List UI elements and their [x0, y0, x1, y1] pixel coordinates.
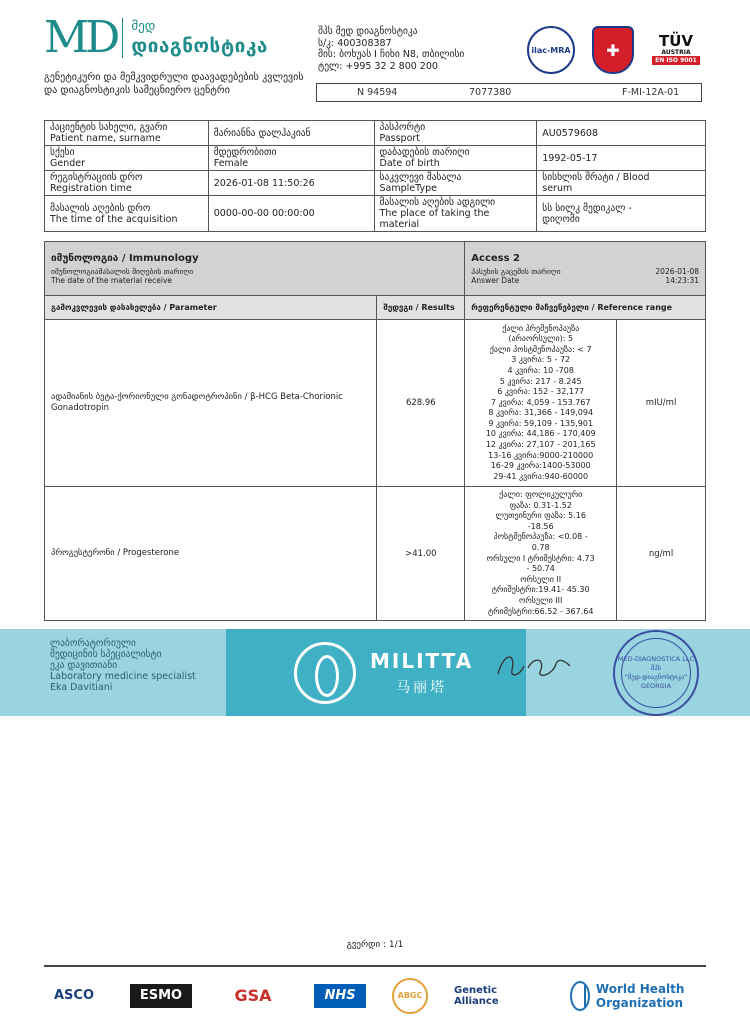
value-cell: მარიანნა დალჰაკიან [208, 121, 374, 146]
result-value: 628.96 [377, 320, 465, 487]
param-name: პროგესტერონი / Progesterone [45, 487, 377, 621]
label-cell: დაბადების თარიღი Date of birth [374, 146, 537, 171]
value-cell: მდედრობითი Female [208, 146, 374, 171]
analyzer-name: Access 2 [471, 252, 521, 264]
value-cell: AU0579608 [537, 121, 706, 146]
specialist-line: Eka Davitiani [50, 682, 113, 693]
militta-logo-icon [294, 642, 356, 704]
patient-row [45, 146, 706, 171]
section-subtitle: იმუნოლოგიამასალის მიღების თარიღი [51, 266, 194, 276]
partner-logos [44, 973, 706, 1018]
value-cell: 1992-05-17 [537, 146, 706, 171]
order-number: N 94594 [357, 87, 398, 98]
result-row [45, 487, 706, 621]
col-results-header: შედეგი / Results [377, 296, 465, 320]
unit: ng/ml [617, 487, 706, 621]
section-header [45, 242, 465, 296]
specialist-line: Laboratory medicine specialist [50, 671, 196, 682]
footer-divider [44, 965, 706, 967]
company-logo [44, 12, 268, 63]
specialist-line: ლაბორატორიული [50, 638, 136, 649]
tuv-iso: EN ISO 9001 [652, 56, 700, 65]
page-number: გვერდი : 1/1 [346, 940, 404, 950]
patient-row [45, 121, 706, 146]
who-globe-icon [570, 981, 590, 1011]
specialist-line: მედიცინის სპეციალისტი [50, 649, 162, 660]
stamp-line: MED-DIAGNOSTICA LLC [617, 655, 695, 663]
accreditation-shield-icon: ✚ [592, 26, 634, 74]
column-header-row [45, 296, 706, 320]
who-label: World Health Organization [595, 981, 685, 1010]
stamp-line: "მედ-დიაგნოსტიკა" [624, 673, 688, 681]
answer-date-label-en: Answer Date [471, 275, 520, 285]
gsa-logo: GSA [234, 986, 272, 1005]
logo-line1: მედ [131, 18, 156, 34]
answer-time: 14:23:31 [665, 275, 699, 285]
label-cell: პაციენტის სახელი, გვარი Patient name, surname [45, 121, 209, 146]
label-cell: პასპორტი Passport [374, 121, 537, 146]
result-value: >41.00 [377, 487, 465, 621]
unit: mIU/ml [617, 320, 706, 487]
reference-range: ქალი პრემენოპაუზა (არაორსული): 5 ქალი პოსტმენოპაუზა: < 7 3 კვირა: 5 - 72 4 კვირა: 10 -708 5 კვირა: 217 - 8.245 6 კვირა: 152 - 32,177 7 კვირა: 4,059 - 153.767 8 კვირა: 31,366 - 149,094 9 კვირა: 59,109 - 135,901 10 კვირა: 44,186 - 170,409 12 კვირა: 27,107 - 201,165 13-16 კვირა:9000-210000 16-29 კვირა:1400-53000 29-41 კვირა:940-60000 [465, 320, 617, 487]
company-stamp [613, 630, 699, 716]
label-cell: საკვლევი მასალა SampleType [374, 171, 537, 196]
document-id-box [316, 83, 702, 102]
signature-icon [494, 646, 574, 686]
company-contacts [318, 26, 464, 72]
value-cell: 0000-00-00 00:00:00 [208, 196, 374, 232]
specialist-block [50, 638, 196, 693]
value-cell: სს სილკ მედიკალ - დიღომი [537, 196, 706, 232]
section-header-row [45, 242, 706, 296]
stamp-line: GEORGIA [640, 682, 672, 690]
answer-date-label: პასუხის გაცემის თარიღი [471, 266, 561, 276]
patient-row [45, 196, 706, 232]
reference-range: ქალი: ფოლიკულური ფაზა: 0.31-1.52 ლუთეინური ფაზა: 5.16 -18.56 პოსტმენოპაუზა: <0.08 - 0.78 ორსული I ტრიმესტრი: 4.73 - 50.74 ორსული II ტრიმესტრი:19.41- 45.30 ორსული III ტრიმესტრი:66.52 - 367.64 [465, 487, 617, 621]
asco-logo: ASCO [53, 988, 94, 1003]
esmo-logo: ESMO [130, 984, 192, 1008]
section-title: იმუნოლოგია / Immunology [51, 252, 199, 264]
abgc-logo: ABGC [392, 978, 428, 1014]
label-cell: მასალის აღების ადგილი The place of taking the material [374, 196, 537, 232]
label-cell: მასალის აღების დრო The time of the acquisition [45, 196, 209, 232]
nhs-logo: NHS [314, 984, 366, 1008]
stamp-line: შპს [650, 664, 662, 672]
value-cell: სისხლის შრატი / Blood serum [537, 171, 706, 196]
company-tagline: გენეტიკური და მემკვიდრული დაავადებების კვლევის და დიაგნოსტიკის სამეცნიერო ცენტრი [44, 72, 304, 96]
answer-date: 2026-01-08 [655, 266, 699, 276]
label-cell: სქესი Gender [45, 146, 209, 171]
who-logo [570, 981, 706, 1011]
tuv-austria-logo [650, 34, 702, 65]
tuv-country: AUSTRIA [661, 49, 691, 56]
label-cell: რეგისტრაციის დრო Registration time [45, 171, 209, 196]
specialist-line: ეკა დავითიანი [50, 660, 118, 671]
contact-line: ს/კ: 400308387 [318, 37, 392, 49]
genetic-alliance-logo: Genetic Alliance [454, 984, 499, 1007]
militta-watermark [226, 629, 526, 716]
section-subtitle-en: The date of the material receive [51, 275, 173, 285]
watermark-text: MILITTA [370, 648, 474, 673]
logo-divider [122, 18, 123, 58]
value-cell: 2026-01-08 11:50:26 [208, 171, 374, 196]
logo-text [131, 19, 268, 57]
patient-info-table [44, 120, 706, 232]
sample-number: 7077380 [469, 87, 512, 98]
watermark-text-cn: 马丽塔 [396, 679, 448, 696]
contact-line: შპს მედ დიაგნოსტიკა [318, 26, 418, 37]
logo-mark: MD [44, 12, 117, 63]
analyzer-header [465, 242, 706, 296]
patient-row [45, 171, 706, 196]
ilac-mra-logo: ilac-MRA [527, 26, 575, 74]
col-param-header: გამოკვლევის დასახელება / Parameter [45, 296, 377, 320]
col-ref-header: რეფერენტული მაჩვენებელი / Reference range [465, 296, 706, 320]
contact-line: მის: ბოხუას I ჩიხი N8, თბილისი [318, 49, 465, 60]
logo-line2: დიაგნოსტიკა [131, 34, 268, 57]
tuv-label: TÜV [658, 32, 694, 50]
contact-line: ტელ: +995 32 2 800 200 [318, 60, 438, 72]
param-name: ადამიანის ბეტა-ქორიონული გონადოტროპინი / β-HCG Beta-Chorionic Gonadotropin [45, 320, 377, 487]
results-table [44, 241, 706, 621]
form-code: F-MI-12A-01 [622, 87, 680, 98]
result-row [45, 320, 706, 487]
